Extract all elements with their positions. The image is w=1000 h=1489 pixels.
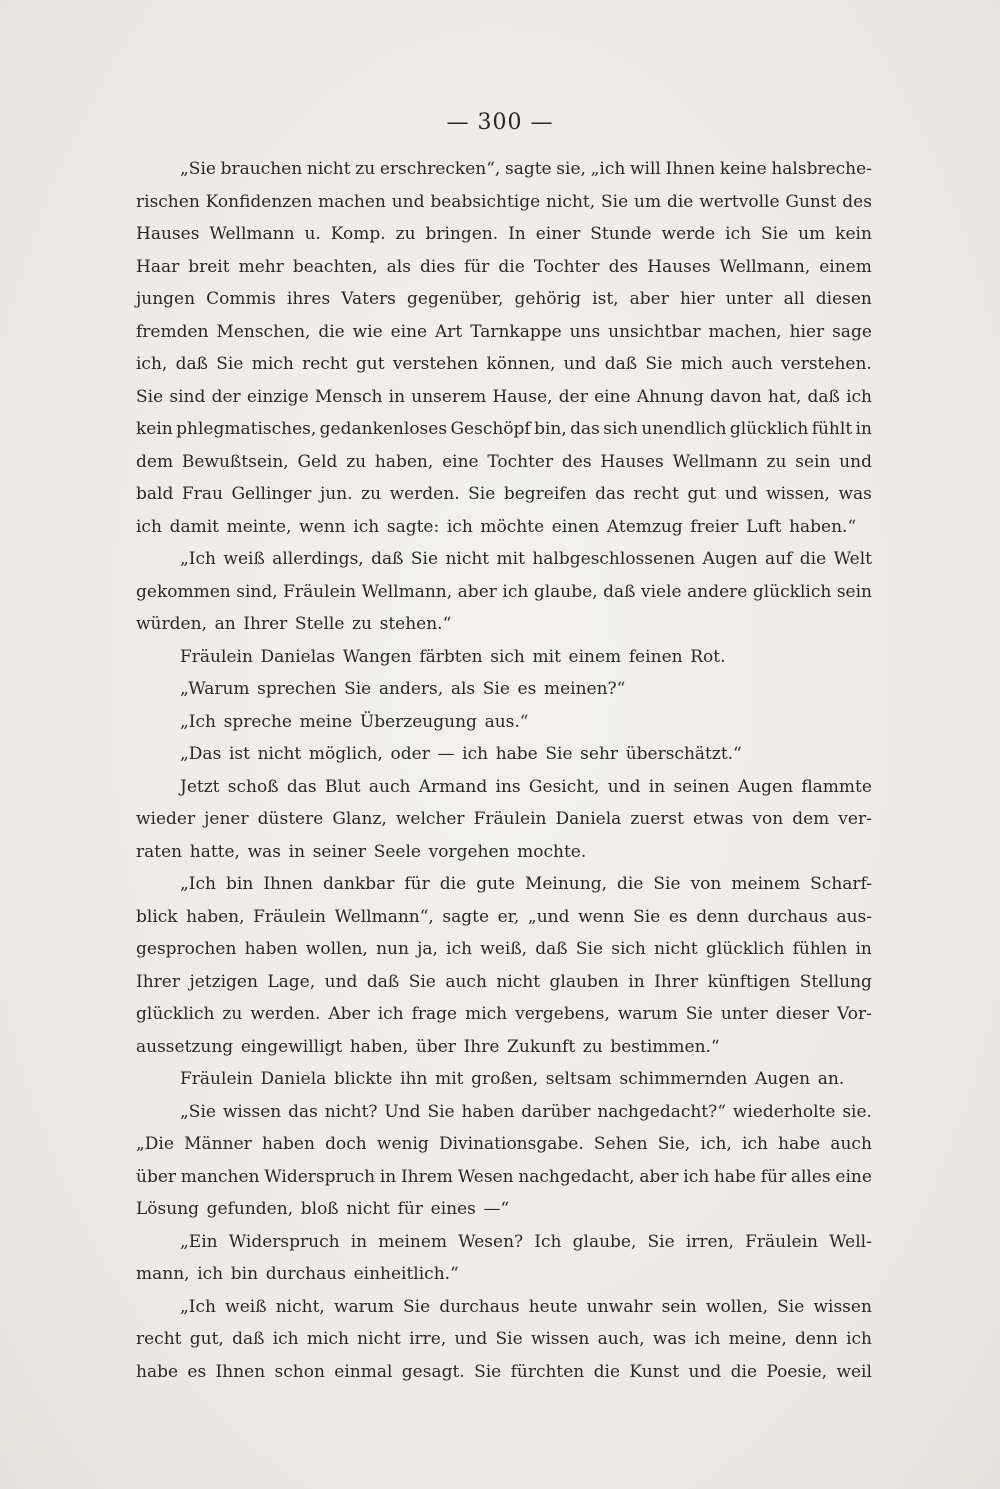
text-line: „Ich weiß allerdings, daß Sie nicht mit halbgeschlossenen Augen auf die Welt xyxy=(180,549,872,569)
text-line: „Das ist nicht möglich, oder — ich habe Sie sehr überschätzt.“ xyxy=(180,744,742,764)
text-line: blick haben, Fräulein Wellmann“, sagte er, „und wenn Sie es denn durchaus aus- xyxy=(136,906,872,927)
text-line: würden, an Ihrer Stelle zu stehen.“ xyxy=(136,614,452,634)
text-line: rischen Konfidenzen machen und beabsichtige nicht, Sie um die wertvolle Gunst des xyxy=(136,191,872,212)
text-line: bald Frau Gellinger jun. zu werden. Sie begreifen das recht gut und wissen, was xyxy=(136,484,872,504)
text-line: „Ich weiß nicht, warum Sie durchaus heute unwahr sein wollen, Sie wissen xyxy=(180,1296,872,1317)
text-line: „Ich spreche meine Überzeugung aus.“ xyxy=(180,711,529,732)
text-line: raten hatte, was in seiner Seele vorgehen mochte. xyxy=(136,841,587,862)
text-line: „Ein Widerspruch in meinem Wesen? Ich glaube, Sie irren, Fräulein Well- xyxy=(180,1231,872,1252)
text-line: jungen Commis ihres Vaters gegenüber, gehörig ist, aber hier unter all diesen xyxy=(136,289,872,309)
text-line: kein phlegmatisches, gedankenloses Geschöpf bin, das sich unendlich glücklich fühlt in xyxy=(136,419,872,439)
text-line: habe es Ihnen schon einmal gesagt. Sie fürchten die Kunst und die Poesie, weil xyxy=(136,1361,872,1382)
text-line: wieder jener düstere Glanz, welcher Fräulein Daniela zuerst etwas von dem ver- xyxy=(136,809,872,829)
text-line: „Ich bin Ihnen dankbar für die gute Meinung, die Sie von meinem Scharf- xyxy=(180,874,872,894)
text-line: gekommen sind, Fräulein Wellmann, aber ich glaube, daß viele andere glücklich sein xyxy=(136,581,872,602)
text-line: „Sie brauchen nicht zu erschrecken“, sagte sie, „ich will Ihnen keine halsbreche- xyxy=(180,159,872,179)
text-line: Hauses Wellmann u. Komp. zu bringen. In einer Stunde werde ich Sie um kein xyxy=(136,224,872,244)
text-line: ich, daß Sie mich recht gut verstehen können, und daß Sie mich auch verstehen. xyxy=(136,354,872,374)
text-line: Ihrer jetzigen Lage, und daß Sie auch nicht glauben in Ihrer künftigen Stellung xyxy=(136,971,872,992)
body-text xyxy=(136,153,872,1388)
text-line: Lösung gefunden, bloß nicht für eines —“ xyxy=(136,1199,510,1219)
text-line: gesprochen haben wollen, nun ja, ich weiß, daß Sie sich nicht glücklich fühlen in xyxy=(136,939,872,959)
text-line: glücklich zu werden. Aber ich frage mich vergebens, warum Sie unter dieser Vor- xyxy=(136,1004,872,1024)
text-line: dem Bewußtsein, Geld zu haben, eine Tochter des Hauses Wellmann zu sein und xyxy=(136,451,872,472)
text-line: mann, ich bin durchaus einheitlich.“ xyxy=(136,1264,459,1284)
text-line: über manchen Widerspruch in Ihrem Wesen nachgedacht, aber ich habe für alles eine xyxy=(136,1166,872,1187)
text-line: „Sie wissen das nicht? Und Sie haben darüber nachgedacht?“ wiederholte sie. xyxy=(180,1101,872,1122)
text-line: fremden Menschen, die wie eine Art Tarnkappe uns unsichtbar machen, hier sage xyxy=(136,321,872,342)
text-line: aussetzung eingewilligt haben, über Ihre Zukunft zu bestimmen.“ xyxy=(136,1036,720,1057)
text-line: Fräulein Daniela blickte ihn mit großen, seltsam schimmernden Augen an. xyxy=(180,1069,845,1089)
text-line: ich damit meinte, wenn ich sagte: ich möchte einen Atemzug freier Luft haben.“ xyxy=(136,516,857,537)
page-number: — 300 — xyxy=(446,110,554,135)
text-line: Jetzt schoß das Blut auch Armand ins Gesicht, und in seinen Augen flammte xyxy=(180,776,872,797)
text-line: „Warum sprechen Sie anders, als Sie es meinen?“ xyxy=(180,679,626,699)
text-line: Fräulein Danielas Wangen färbten sich mit einem feinen Rot. xyxy=(180,646,726,667)
text-line: Sie sind der einzige Mensch in unserem Hause, der eine Ahnung davon hat, daß ich xyxy=(136,386,872,407)
text-line: „Die Männer haben doch wenig Divinationsgabe. Sehen Sie, ich, ich habe auch xyxy=(136,1134,872,1154)
text-line: Haar breit mehr beachten, als dies für die Tochter des Hauses Wellmann, einem xyxy=(136,256,872,277)
text-line: recht gut, daß ich mich nicht irre, und Sie wissen auch, was ich meine, denn ich xyxy=(136,1329,872,1349)
